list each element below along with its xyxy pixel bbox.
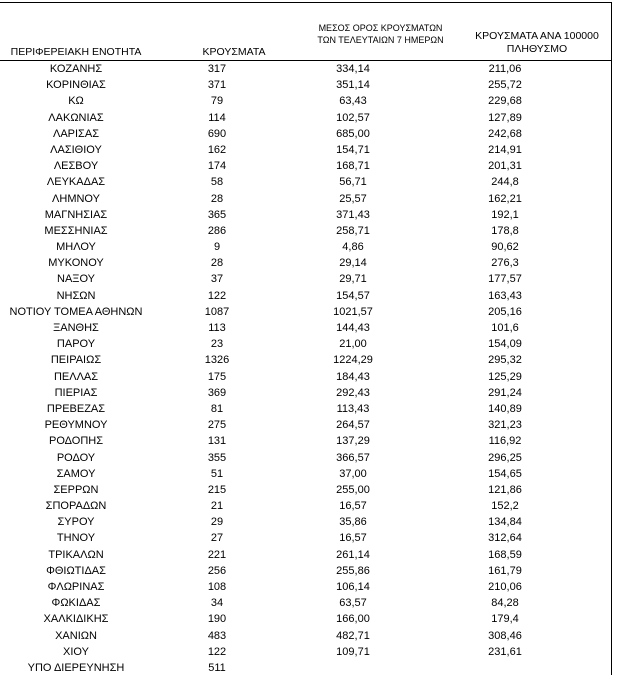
table-row — [0, 401, 611, 417]
cell-cases: 113 — [208, 322, 226, 334]
cell-region: ΤΡΙΚΑΛΩΝ — [48, 548, 104, 561]
cell-region: ΛΑΚΩΝΙΑΣ — [48, 111, 104, 124]
cell-per100k: 140,89 — [488, 402, 522, 415]
cell-region: ΛΗΜΝΟΥ — [52, 192, 100, 205]
cell-cases: 355 — [207, 451, 227, 464]
cell-avg7 — [303, 660, 403, 676]
table-row — [0, 660, 611, 676]
cell-avg7: 334,14 — [336, 63, 370, 75]
table-row — [0, 644, 611, 660]
table-row — [0, 352, 611, 368]
cell-avg7: 184,43 — [336, 370, 370, 383]
table-row — [0, 385, 611, 401]
cell-per100k: 296,25 — [488, 451, 522, 464]
cell-gap — [242, 271, 308, 287]
cell-per100k: 214,91 — [488, 143, 522, 156]
cell-gap — [242, 433, 308, 449]
cell-avg7: 25,57 — [339, 192, 367, 205]
cell-region: ΛΕΥΚΑΔΑΣ — [46, 176, 106, 189]
cell-per100k: 152,2 — [491, 500, 519, 513]
cell-spacer — [152, 158, 192, 174]
cell-gap — [242, 93, 308, 109]
cell-gap — [242, 158, 308, 174]
header-avg7-line1: ΜΕΣΟΣ ΟΡΟΣ ΚΡΟΥΣΜΑΤΩΝ — [318, 23, 443, 33]
cell-avg7: 366,57 — [336, 451, 370, 464]
table-row — [0, 595, 611, 611]
header-avg7-line2: ΤΩΝ ΤΕΛΕΥΤΑΙΩΝ 7 ΗΜΕΡΩΝ — [317, 35, 444, 45]
table-row — [0, 450, 611, 466]
cell-spacer — [152, 174, 192, 190]
cell-spacer — [152, 547, 192, 563]
cell-region: ΧΑΛΚΙΔΙΚΗΣ — [43, 613, 109, 626]
cell-spacer — [152, 466, 192, 482]
cell-region: ΠΙΕΡΙΑΣ — [54, 386, 98, 399]
cell-avg7: 109,71 — [336, 645, 370, 658]
table-row — [0, 563, 611, 579]
cell-spacer — [152, 628, 192, 644]
cell-region: ΦΛΩΡΙΝΑΣ — [47, 581, 105, 593]
cell-region: ΥΠΟ ΔΙΕΡΕΥΝΗΣΗ — [27, 661, 125, 674]
cell-spacer — [152, 514, 192, 530]
cell-gap — [242, 417, 308, 433]
cell-gap — [242, 498, 308, 514]
cell-gap — [242, 401, 308, 417]
cell-cases: 28 — [210, 192, 224, 205]
cell-avg7: 255,86 — [336, 564, 370, 577]
cell-cases: 162 — [207, 143, 227, 156]
table-row — [0, 320, 611, 336]
cell-spacer — [152, 110, 192, 126]
cell-spacer — [152, 61, 192, 77]
cell-per100k: 178,8 — [491, 224, 519, 237]
cell-avg7: 1224,29 — [333, 354, 373, 367]
cell-per100k: 211,06 — [488, 63, 522, 75]
cell-avg7: 16,57 — [339, 532, 367, 545]
cell-cases: 369 — [207, 386, 227, 399]
cell-cases: 108 — [207, 581, 227, 593]
cell-per100k: 125,29 — [488, 370, 522, 383]
cell-avg7: 261,14 — [336, 548, 370, 561]
cell-region: ΧΙΟΥ — [63, 645, 89, 658]
table-row — [0, 628, 611, 644]
cell-gap — [242, 466, 308, 482]
cell-per100k: 244,8 — [491, 176, 519, 189]
cell-gap — [242, 530, 308, 546]
cell-avg7: 37,00 — [339, 467, 367, 480]
table-row — [0, 547, 611, 563]
cell-per100k: 321,23 — [488, 419, 522, 432]
cell-region: ΡΟΔΟΥ — [56, 451, 96, 464]
cell-gap — [242, 336, 308, 352]
cell-cases: 37 — [210, 273, 224, 286]
cell-spacer — [152, 336, 192, 352]
table-row — [0, 417, 611, 433]
cell-cases: 27 — [210, 532, 224, 545]
table-row — [0, 482, 611, 498]
cell-per100k: 192,1 — [491, 208, 519, 221]
cell-region: ΠΕΙΡΑΙΩΣ — [50, 354, 102, 367]
cell-gap — [242, 239, 308, 255]
cell-gap — [242, 207, 308, 223]
cell-cases: 28 — [210, 257, 224, 270]
cell-avg7: 29,14 — [339, 257, 367, 270]
cell-region: ΠΑΡΟΥ — [56, 338, 96, 351]
table-row — [0, 255, 611, 271]
cell-cases: 275 — [207, 419, 227, 432]
cell-spacer — [152, 433, 192, 449]
cell-cases: 483 — [207, 629, 227, 642]
cell-per100k: 201,31 — [488, 160, 522, 173]
cell-avg7: 168,71 — [336, 160, 370, 173]
cell-spacer — [152, 660, 192, 676]
cell-avg7: 56,71 — [339, 176, 367, 189]
cell-spacer — [152, 255, 192, 271]
cell-gap — [242, 660, 308, 676]
cell-cases: 190 — [207, 613, 227, 626]
cell-avg7: 35,86 — [339, 516, 367, 529]
header-avg7 — [298, 22, 463, 46]
cell-cases: 21 — [210, 500, 224, 513]
cell-avg7: 63,57 — [339, 597, 367, 610]
cell-per100k: 162,21 — [488, 192, 522, 205]
cell-cases: 29 — [210, 516, 224, 529]
table-row — [0, 207, 611, 223]
cell-spacer — [152, 142, 192, 158]
cell-gap — [242, 61, 308, 77]
table-row — [0, 174, 611, 190]
cell-gap — [242, 288, 308, 304]
cell-region: ΚΟΡΙΝΘΙΑΣ — [46, 79, 106, 92]
cell-avg7: 29,71 — [339, 273, 367, 286]
cell-per100k: 312,64 — [488, 532, 522, 545]
cell-gap — [242, 126, 308, 142]
cell-cases: 34 — [210, 597, 224, 610]
cell-gap — [242, 142, 308, 158]
cell-spacer — [152, 126, 192, 142]
cell-per100k: 127,89 — [488, 111, 522, 124]
cell-region: ΞΑΝΘΗΣ — [53, 322, 99, 334]
cell-per100k: 84,28 — [491, 597, 519, 610]
header-cases: ΚΡΟΥΣΜΑΤΑ — [202, 46, 266, 58]
cell-per100k: 291,24 — [488, 386, 522, 399]
cell-region: ΠΕΛΛΑΣ — [53, 370, 99, 383]
cell-avg7: 371,43 — [336, 208, 370, 221]
cell-cases: 114 — [208, 111, 226, 124]
cell-avg7: 113,43 — [336, 402, 370, 415]
cell-region: ΜΥΚΟΝΟΥ — [48, 257, 104, 270]
cell-region: ΦΩΚΙΔΑΣ — [51, 597, 101, 610]
cell-avg7: 144,43 — [336, 322, 370, 334]
header-per100k-line2: ΠΛΗΘΥΣΜΟ — [506, 42, 568, 55]
cell-spacer — [152, 352, 192, 368]
cell-spacer — [152, 77, 192, 93]
cell-gap — [242, 110, 308, 126]
cell-cases: 131 — [207, 435, 227, 448]
cell-spacer — [152, 239, 192, 255]
cell-region: ΝΟΤΙΟΥ ΤΟΜΕΑ ΑΘΗΝΩΝ — [9, 305, 143, 318]
table-row — [0, 433, 611, 449]
cell-per100k: 101,6 — [491, 322, 519, 334]
cell-cases: 286 — [207, 224, 227, 237]
cell-region: ΝΗΣΩΝ — [56, 289, 96, 302]
table-top-border — [0, 2, 611, 3]
cell-avg7: 351,14 — [336, 79, 370, 92]
cell-per100k: 179,4 — [491, 613, 519, 626]
cell-per100k: 255,72 — [488, 79, 522, 92]
cell-avg7: 16,57 — [339, 500, 367, 513]
cell-spacer — [152, 93, 192, 109]
cell-avg7: 482,71 — [336, 629, 370, 642]
cell-per100k: 154,09 — [488, 338, 522, 351]
cell-cases: 81 — [210, 402, 224, 415]
cell-spacer — [152, 320, 192, 336]
cell-spacer — [152, 611, 192, 627]
cell-spacer — [152, 579, 192, 595]
cell-cases: 122 — [207, 289, 227, 302]
cell-gap — [242, 547, 308, 563]
cell-region: ΛΕΣΒΟΥ — [53, 160, 99, 173]
cell-gap — [242, 369, 308, 385]
cell-per100k: 242,68 — [488, 127, 522, 140]
table-row — [0, 579, 611, 595]
table-row — [0, 304, 611, 320]
cell-per100k: 205,16 — [488, 305, 522, 318]
cell-cases: 1087 — [204, 305, 230, 318]
table-row — [0, 126, 611, 142]
table-row — [0, 611, 611, 627]
cell-gap — [242, 320, 308, 336]
table-row — [0, 158, 611, 174]
cell-spacer — [152, 223, 192, 239]
cell-gap — [242, 255, 308, 271]
table-row — [0, 288, 611, 304]
table-row — [0, 369, 611, 385]
cell-region: ΣΠΟΡΑΔΩΝ — [45, 500, 107, 513]
table-row — [0, 142, 611, 158]
cell-spacer — [152, 385, 192, 401]
table-row — [0, 223, 611, 239]
cell-cases: 365 — [207, 208, 227, 221]
cell-per100k: 161,79 — [488, 564, 522, 577]
table-row — [0, 271, 611, 287]
cell-region: ΚΩ — [68, 95, 84, 108]
table-row — [0, 530, 611, 546]
cell-region: ΡΟΔΟΠΗΣ — [48, 435, 104, 448]
cell-avg7: 166,00 — [336, 613, 370, 626]
cell-gap — [242, 595, 308, 611]
table-row — [0, 466, 611, 482]
table-row — [0, 61, 611, 77]
cell-gap — [242, 644, 308, 660]
cell-region: ΜΗΛΟΥ — [56, 241, 96, 254]
cell-cases: 58 — [210, 176, 224, 189]
cell-per100k: 168,59 — [488, 548, 522, 561]
cell-region: ΛΑΣΙΘΙΟΥ — [50, 143, 102, 156]
cell-cases: 1326 — [204, 354, 230, 367]
table-row — [0, 77, 611, 93]
cell-gap — [242, 304, 308, 320]
cell-cases: 122 — [207, 645, 227, 658]
cell-cases: 221 — [207, 548, 227, 561]
cell-gap — [242, 385, 308, 401]
cell-cases: 256 — [207, 564, 227, 577]
cell-region: ΠΡΕΒΕΖΑΣ — [46, 402, 106, 415]
cell-spacer — [152, 191, 192, 207]
cell-per100k: 121,86 — [488, 483, 522, 496]
table-body — [0, 61, 611, 676]
cell-per100k: 231,61 — [488, 645, 522, 658]
cell-cases: 371 — [207, 79, 227, 92]
cell-gap — [242, 563, 308, 579]
cell-avg7: 685,00 — [336, 127, 370, 140]
cell-spacer — [152, 498, 192, 514]
cell-cases: 317 — [207, 63, 227, 75]
cell-per100k: 90,62 — [491, 241, 519, 254]
cell-avg7: 1021,57 — [333, 305, 373, 318]
cell-spacer — [152, 482, 192, 498]
cell-spacer — [152, 369, 192, 385]
cell-gap — [242, 514, 308, 530]
cell-avg7: 102,57 — [336, 111, 370, 124]
cell-spacer — [152, 271, 192, 287]
cell-avg7: 154,71 — [336, 143, 370, 156]
cell-avg7: 21,00 — [339, 338, 367, 351]
cell-cases: 174 — [207, 160, 227, 173]
cell-spacer — [152, 530, 192, 546]
cell-gap — [242, 450, 308, 466]
cell-avg7: 264,57 — [336, 419, 370, 432]
cell-spacer — [152, 401, 192, 417]
header-per100k — [462, 30, 612, 55]
cell-avg7: 137,29 — [336, 435, 370, 448]
cell-avg7: 292,43 — [336, 386, 370, 399]
cell-cases: 51 — [210, 467, 224, 480]
cell-per100k: 308,46 — [488, 629, 522, 642]
cell-avg7: 255,00 — [336, 483, 370, 496]
cell-cases: 215 — [207, 483, 227, 496]
cell-gap — [242, 579, 308, 595]
cell-region: ΚΟΖΑΝΗΣ — [49, 63, 103, 75]
cell-per100k: 134,84 — [488, 516, 522, 529]
cell-cases: 511 — [208, 661, 226, 674]
cell-region: ΣΕΡΡΩΝ — [53, 483, 99, 496]
cell-per100k: 276,3 — [491, 257, 519, 270]
cell-gap — [242, 628, 308, 644]
cell-spacer — [152, 417, 192, 433]
cell-per100k: 177,57 — [488, 273, 522, 286]
table-row — [0, 498, 611, 514]
table-row — [0, 191, 611, 207]
cell-cases: 9 — [213, 241, 221, 254]
table-row — [0, 93, 611, 109]
cell-avg7: 106,14 — [336, 581, 370, 593]
table-row — [0, 336, 611, 352]
cell-gap — [242, 482, 308, 498]
table-row — [0, 514, 611, 530]
cell-region: ΣΑΜΟΥ — [56, 467, 96, 480]
table-right-border — [611, 2, 612, 675]
table-row — [0, 239, 611, 255]
cell-region: ΛΑΡΙΣΑΣ — [52, 127, 99, 140]
cell-cases: 175 — [207, 370, 227, 383]
cell-cases: 79 — [210, 95, 224, 108]
cell-gap — [242, 191, 308, 207]
table-row — [0, 110, 611, 126]
cell-region: ΦΘΙΩΤΙΔΑΣ — [46, 564, 106, 577]
cell-spacer — [152, 288, 192, 304]
cell-avg7: 258,71 — [336, 224, 370, 237]
cell-avg7: 63,43 — [339, 95, 367, 108]
cell-region: ΤΗΝΟΥ — [56, 532, 96, 545]
cell-avg7: 154,57 — [336, 289, 370, 302]
cell-per100k: 229,68 — [488, 95, 522, 108]
cell-cases: 690 — [207, 127, 227, 140]
cell-cases: 23 — [210, 338, 224, 351]
cell-region: ΝΑΞΟΥ — [57, 273, 95, 286]
cell-per100k: 163,43 — [488, 289, 522, 302]
cell-region: ΡΕΘΥΜΝΟΥ — [44, 419, 108, 432]
cell-gap — [242, 223, 308, 239]
cell-gap — [242, 77, 308, 93]
cell-spacer — [152, 595, 192, 611]
header-per100k-line1: ΚΡΟΥΣΜΑΤΑ ΑΝΑ 100000 — [475, 30, 599, 42]
cell-per100k: 116,92 — [488, 435, 522, 448]
cell-avg7: 4,86 — [342, 241, 364, 254]
cell-per100k: 295,32 — [488, 354, 522, 367]
cell-spacer — [152, 450, 192, 466]
cell-gap — [242, 611, 308, 627]
cell-gap — [242, 352, 308, 368]
cell-spacer — [152, 304, 192, 320]
cell-per100k — [460, 660, 550, 676]
cell-region: ΜΕΣΣΗΝΙΑΣ — [44, 224, 108, 237]
header-region: ΠΕΡΙΦΕΡΕΙΑΚΗ ΕΝΟΤΗΤΑ — [10, 46, 142, 58]
cell-spacer — [152, 644, 192, 660]
cell-per100k: 210,06 — [488, 581, 522, 593]
cell-region: ΣΥΡΟΥ — [57, 516, 95, 529]
cell-spacer — [152, 207, 192, 223]
cell-per100k: 154,65 — [488, 467, 522, 480]
cell-gap — [242, 174, 308, 190]
cell-region: ΜΑΓΝΗΣΙΑΣ — [44, 208, 108, 221]
cell-spacer — [152, 563, 192, 579]
cell-region: ΧΑΝΙΩΝ — [55, 629, 97, 642]
